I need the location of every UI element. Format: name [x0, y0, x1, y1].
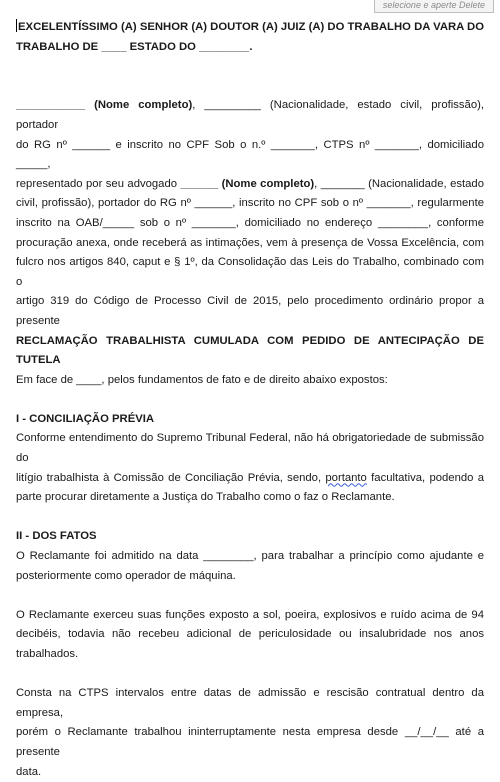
facts-p1-line-2: posteriormente como operador de máquina.	[16, 569, 236, 582]
document-body[interactable]	[16, 18, 484, 782]
qualification-line-6: procuração anexa, onde receberá as intimações, vem à presença de Vossa Excelência, com	[16, 236, 484, 249]
qualification-line-10: Em face de ____, pelos fundamentos de fato e de direito abaixo expostos:	[16, 373, 388, 386]
qualification-line-8: artigo 319 do Código de Processo Civil de 2015, pelo procedimento ordinário propor a presente	[16, 295, 484, 327]
facts-p2-line-3: trabalhados.	[16, 648, 79, 660]
section-1-title: I - CONCILIAÇÃO PRÉVIA	[16, 412, 155, 425]
facts-p3-line-2: porém o Reclamante trabalhou ininterruptamente nesta empresa desde __/__/__ até a presente	[16, 726, 484, 758]
text-cursor	[16, 19, 17, 32]
facts-p2-line-1: O Reclamante exerceu suas funções exposto a sol, poeira, explosivos e ruído acima de 94	[16, 608, 484, 621]
section-1-line-3: parte procurar diretamente a Justiça do Trabalho como o faz o Reclamante.	[16, 491, 395, 504]
section-1-line-2: litígio trabalhista à Comissão de Conciliação Prévia, sendo, portanto facultativa, podendo a	[16, 471, 485, 484]
qualification-line-5: inscrito na OAB/_____ sob o nº _______, domiciliado no endereço ________, conforme	[16, 216, 484, 229]
section-1-line-1: Conforme entendimento do Supremo Tribunal Federal, não há obrigatoriedade de submissão do	[16, 432, 484, 465]
qualification-line-1: ___________ (Nome completo), _________ (Nacionalidade, estado civil, profissão), portador	[16, 99, 485, 131]
facts-p1-line-1: O Reclamante foi admitido na data ________, para trabalhar a princípio como ajudante e	[16, 550, 484, 563]
qualification-line-7: fulcro nos artigos 840, caput e § 1º, da Consolidação das Leis do Trabalho, combinado com o	[16, 256, 484, 288]
qualification-line-4: civil, profissão), portador do RG nº ______, inscrito no CPF sob o nº _______, regularmente	[16, 197, 484, 210]
header-line-2: TRABALHO DE ____ ESTADO DO ________.	[16, 40, 253, 53]
facts-p2-line-2: decibéis, todavia não recebeu adicional de periculosidade ou insalubridade nos anos	[16, 628, 484, 641]
qualification-line-2: do RG nº ______ e inscrito no CPF Sob o n.º _______, CTPS nº _______, domiciliado _____,	[16, 138, 484, 171]
claim-title: RECLAMAÇÃO TRABALHISTA CUMULADA COM PEDIDO DE ANTECIPAÇÃO DE TUTELA	[16, 334, 484, 367]
spellcheck-word: portanto	[325, 471, 367, 484]
qualification-line-3: representado por seu advogado ______ (Nome completo), _______ (Nacionalidade, estado	[16, 177, 484, 190]
header-line-1: EXCELENTÍSSIMO (A) SENHOR (A) DOUTOR (A) JUIZ (A) DO TRABALHO DA VARA DO	[18, 21, 484, 33]
facts-p3-line-1: Consta na CTPS intervalos entre datas de admissão e rescisão contratual dentro da empresa,	[16, 687, 484, 719]
delete-hint-tooltip: selecione e aperte Delete	[374, 0, 494, 13]
facts-p3-line-3: data.	[16, 765, 42, 778]
section-2-title: II - DOS FATOS	[16, 530, 97, 543]
